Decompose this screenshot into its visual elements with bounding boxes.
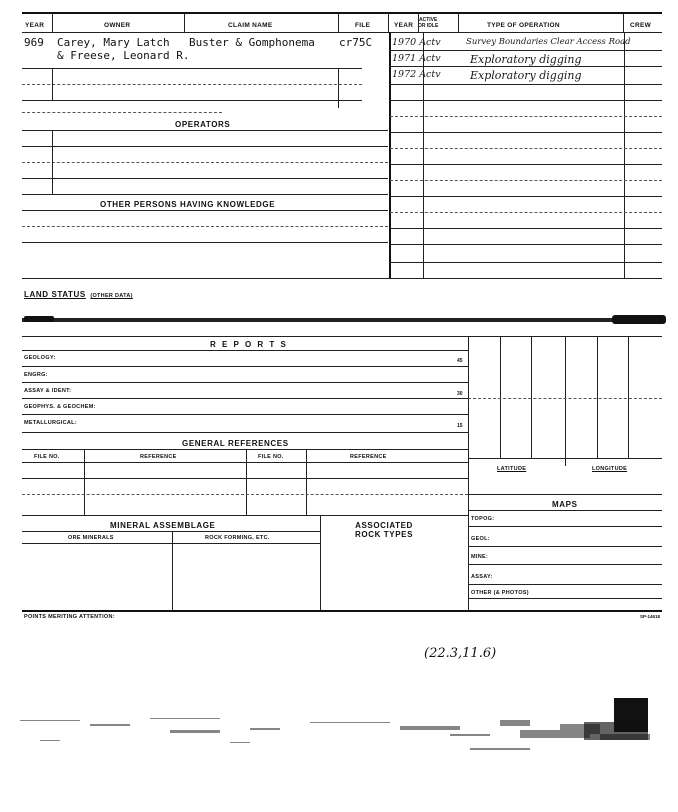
report-num-30: 30 (457, 391, 463, 397)
op-year-3: 1972 Actv (392, 69, 441, 80)
longitude-label: LONGITUDE (592, 466, 628, 472)
form-code: SP-14618 (640, 614, 661, 619)
report-num-15: 15 (457, 423, 463, 429)
op-year-2: 1971 Actv (392, 53, 441, 64)
general-references-title: GENERAL REFERENCES (182, 439, 289, 448)
latitude-label: LATITUDE (497, 466, 527, 472)
report-assay: ASSAY & IDENT: (24, 388, 72, 394)
op-year-1: 1970 Actv (392, 37, 441, 48)
other-persons-title: OTHER PERSONS HAVING KNOWLEDGE (100, 200, 276, 209)
land-status-title: LAND STATUS (24, 290, 86, 299)
op-type-2: Exploratory digging (470, 53, 582, 66)
op-type-3: Exploratory digging (470, 69, 582, 82)
header-crew: CREW (630, 22, 652, 29)
maps-title: MAPS (552, 500, 578, 509)
handwritten-coordinates-note: (22.3,11.6) (424, 646, 497, 661)
header-owner: OWNER (104, 22, 131, 29)
ref-col-reference: REFERENCE (140, 454, 177, 460)
record-owner-line1: Carey, Mary Latch (57, 36, 170, 49)
mineral-col-rock-forming: ROCK FORMING, ETC. (205, 535, 270, 541)
land-status-note: (OTHER DATA) (90, 293, 133, 299)
ref-col-file-no-2: FILE NO. (258, 454, 284, 460)
op-type-1: Survey Boundaries Clear Access Road (466, 37, 631, 47)
scan-dark-smudge (584, 722, 648, 740)
associated-rock-types-2: ROCK TYPES (355, 530, 414, 539)
maps-other: OTHER (& PHOTOS) (471, 590, 529, 596)
header-year: YEAR (25, 22, 45, 29)
header-claim-name: CLAIM NAME (228, 22, 273, 29)
header-or-idle: OR IDLE (418, 23, 439, 29)
record-owner-line2: & Freese, Leonard R. (57, 49, 190, 62)
points-meriting-attention: POINTS MERITING ATTENTION: (24, 614, 115, 620)
land-status-heading (24, 284, 133, 302)
report-num-45: 45 (457, 358, 463, 364)
report-metallurgical: METALLURGICAL: (24, 420, 77, 426)
maps-assay: ASSAY: (471, 574, 493, 580)
operators-title: OPERATORS (175, 120, 231, 129)
maps-mine: MINE: (471, 554, 489, 560)
scan-noise-band (0, 690, 678, 760)
mineral-assemblage-title: MINERAL ASSEMBLAGE (110, 521, 216, 530)
header-file: FILE (355, 22, 371, 29)
header-type-of-operation: TYPE OF OPERATION (487, 22, 560, 29)
ref-col-reference-2: REFERENCE (350, 454, 387, 460)
record-claim-name: Buster & Gomphonema (189, 36, 315, 49)
record-year: 969 (24, 36, 44, 49)
header-active: ACTIVE (418, 17, 438, 23)
associated-rock-types-1: ASSOCIATED (355, 521, 413, 530)
ref-col-file-no: FILE NO. (34, 454, 60, 460)
header-year-2: YEAR (394, 22, 414, 29)
report-geophys: GEOPHYS. & GEOCHEM: (24, 404, 96, 410)
reports-title: R E P O R T S (210, 340, 288, 349)
report-geology: GEOLOGY: (24, 355, 56, 361)
maps-topog: TOPOG: (471, 516, 495, 522)
maps-geol: GEOL: (471, 536, 490, 542)
record-file: cr75C (339, 36, 373, 49)
mineral-col-ore-minerals: ORE MINERALS (68, 535, 114, 541)
report-engrg: ENGRG: (24, 372, 48, 378)
